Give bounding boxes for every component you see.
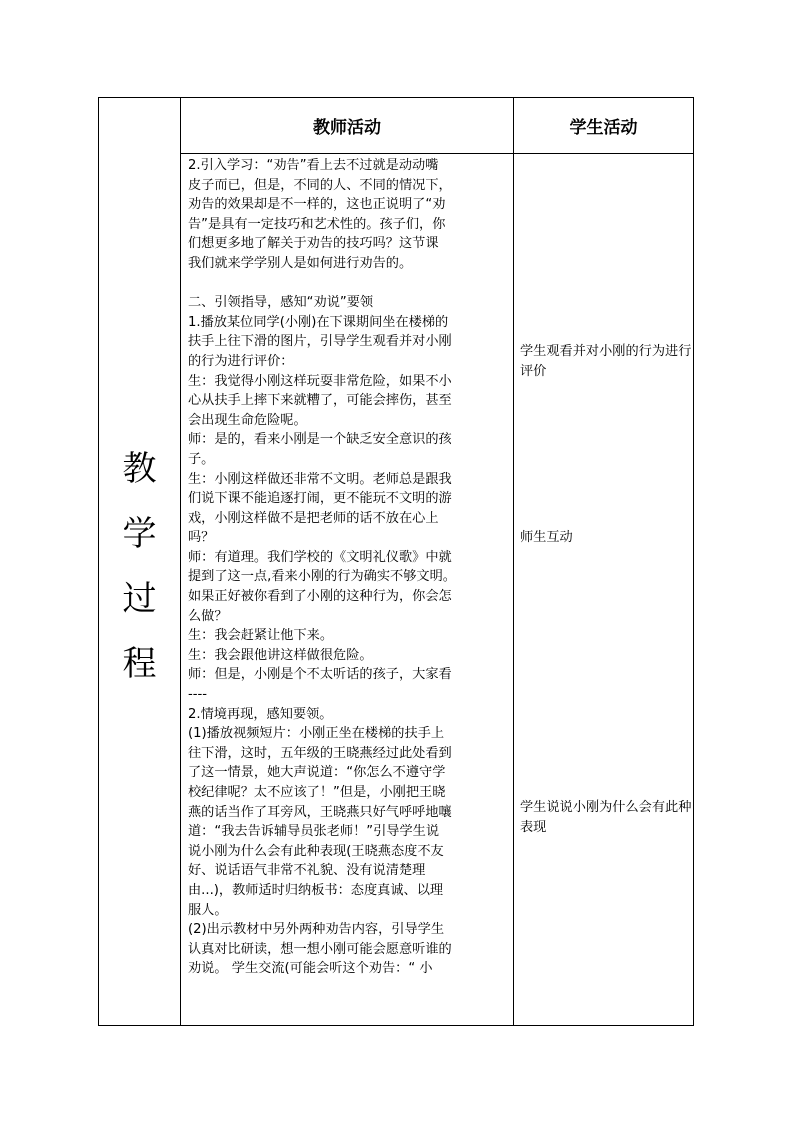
teacher-text-line: 2.引入学习：“劝告”看上去不过就是动动嘴 bbox=[188, 158, 439, 173]
teacher-text-line: 劝告的效果却是不一样的，这也正说明了“劝 bbox=[188, 197, 446, 213]
teacher-text-line: 师：有道理。我们学校的《文明礼仪歌》中就 bbox=[188, 549, 452, 565]
teacher-text-line: 2.情境再现，感知要领。 bbox=[188, 706, 333, 722]
teacher-text-line: 戏，小刚这样做不是把老师的话不放在心上 bbox=[188, 510, 439, 526]
teacher-text-line: 生：小刚这样做还非常不文明。老师总是跟我 bbox=[188, 471, 452, 487]
teacher-text-line: 们想更多地了解关于劝告的技巧吗？这节课 bbox=[188, 236, 439, 252]
teacher-text-line: 生：我会赶紧让他下来。 bbox=[188, 628, 334, 644]
section-label-char: 学 bbox=[122, 514, 157, 554]
teacher-text-line: 师：是的，看来小刚是一个缺乏安全意识的孩 bbox=[188, 432, 452, 448]
teacher-text-line: (2)出示教材中另外两种劝告内容，引导学生 bbox=[188, 922, 445, 938]
section-label-char: 程 bbox=[122, 644, 157, 684]
student-note-evaluate: 学生观看并对小刚的行为进行评价 bbox=[520, 344, 692, 379]
teacher-text-line: 吗？ bbox=[188, 530, 215, 546]
section-label-char: 教 bbox=[122, 449, 157, 489]
teacher-text-line: 了这一情景，她大声说道：“你怎么不遵守学 bbox=[188, 765, 446, 781]
teacher-text-line: ---- bbox=[188, 687, 208, 703]
student-note-explain: 学生说说小刚为什么会有此种表现 bbox=[520, 800, 692, 835]
teacher-text-line: 心从扶手上摔下来就糟了，可能会摔伤，甚至 bbox=[188, 393, 452, 409]
teacher-text-line: 会出现生命危险呢。 bbox=[188, 412, 307, 428]
teacher-text-line: (1)播放视频短片：小刚正坐在楼梯的扶手上 bbox=[188, 726, 445, 742]
teacher-text-line: 如果正好被你看到了小刚的这种行为，你会怎 bbox=[188, 589, 452, 605]
teacher-text-line: 扶手上往下滑的图片，引导学生观看并对小刚 bbox=[188, 334, 452, 350]
student-note-interaction: 师生互动 bbox=[520, 530, 573, 545]
teacher-text-line: 燕的话当作了耳旁风，王晓燕只好气呼呼地嚷 bbox=[188, 804, 452, 820]
teacher-text-line: 说小刚为什么会有此种表现(王晓燕态度不友 bbox=[188, 843, 444, 859]
teacher-text-line: 劝说。 学生交流(可能会听这个劝告：“ 小 bbox=[188, 961, 433, 977]
teacher-text-line: 1.播放某位同学(小刚)在下课期间坐在楼梯的 bbox=[188, 314, 449, 330]
lesson-plan-table bbox=[98, 97, 694, 1026]
teacher-text-line: 往下滑，这时，五年级的王晓燕经过此处看到 bbox=[188, 745, 452, 761]
column-divider-right bbox=[513, 98, 514, 1025]
teacher-text-line: 二、引领指导，感知“劝说”要领 bbox=[188, 295, 374, 311]
teacher-text-line: 们说下课不能追逐打闹，更不能玩不文明的游 bbox=[188, 491, 452, 507]
header-row-divider bbox=[180, 153, 693, 154]
teacher-text-line: 告”是具有一定技巧和艺术性的。孩子们，你 bbox=[188, 216, 446, 232]
student-activity-header: 学生活动 bbox=[569, 118, 638, 138]
teacher-text-line: 校纪律呢？太不应该了！”但是，小刚把王晓 bbox=[188, 785, 446, 800]
teacher-text-line: 皮子而已，但是，不同的人、不同的情况下， bbox=[188, 177, 452, 193]
teacher-text-line: 么做？ bbox=[188, 608, 228, 624]
teacher-text-line: 师：但是，小刚是个不太听话的孩子，大家看 bbox=[188, 667, 452, 683]
teacher-text-line: 好、说话语气非常不礼貌、没有说清楚理 bbox=[188, 863, 426, 879]
teacher-text-line: 的行为进行评价： bbox=[188, 353, 294, 369]
teacher-activity-content bbox=[188, 156, 510, 979]
section-label-char: 过 bbox=[122, 579, 157, 619]
teacher-activity-header: 教师活动 bbox=[313, 118, 381, 138]
teacher-text-line: 由...)，教师适时归纳板书：态度真诚、以理 bbox=[188, 882, 444, 898]
teacher-text-line: 生：我会跟他讲这样做很危险。 bbox=[188, 647, 373, 663]
teacher-text-line: 道：“我去告诉辅导员张老师！”引导学生说 bbox=[188, 824, 440, 840]
teacher-text-line: 生：我觉得小刚这样玩耍非常危险，如果不小 bbox=[188, 373, 452, 389]
teacher-text-line: 提到了这一点,看来小刚的行为确实不够文明。 bbox=[188, 569, 456, 585]
teacher-text-line: 服人。 bbox=[188, 902, 228, 918]
teacher-text-line: 认真对比研读，想一想小刚可能会愿意听谁的 bbox=[188, 941, 452, 957]
column-divider-left bbox=[180, 98, 181, 1025]
teacher-text-line: 子。 bbox=[188, 451, 215, 467]
teacher-text-line: 我们就来学学别人是如何进行劝告的。 bbox=[188, 255, 413, 271]
teacher-text-line bbox=[188, 274, 510, 294]
